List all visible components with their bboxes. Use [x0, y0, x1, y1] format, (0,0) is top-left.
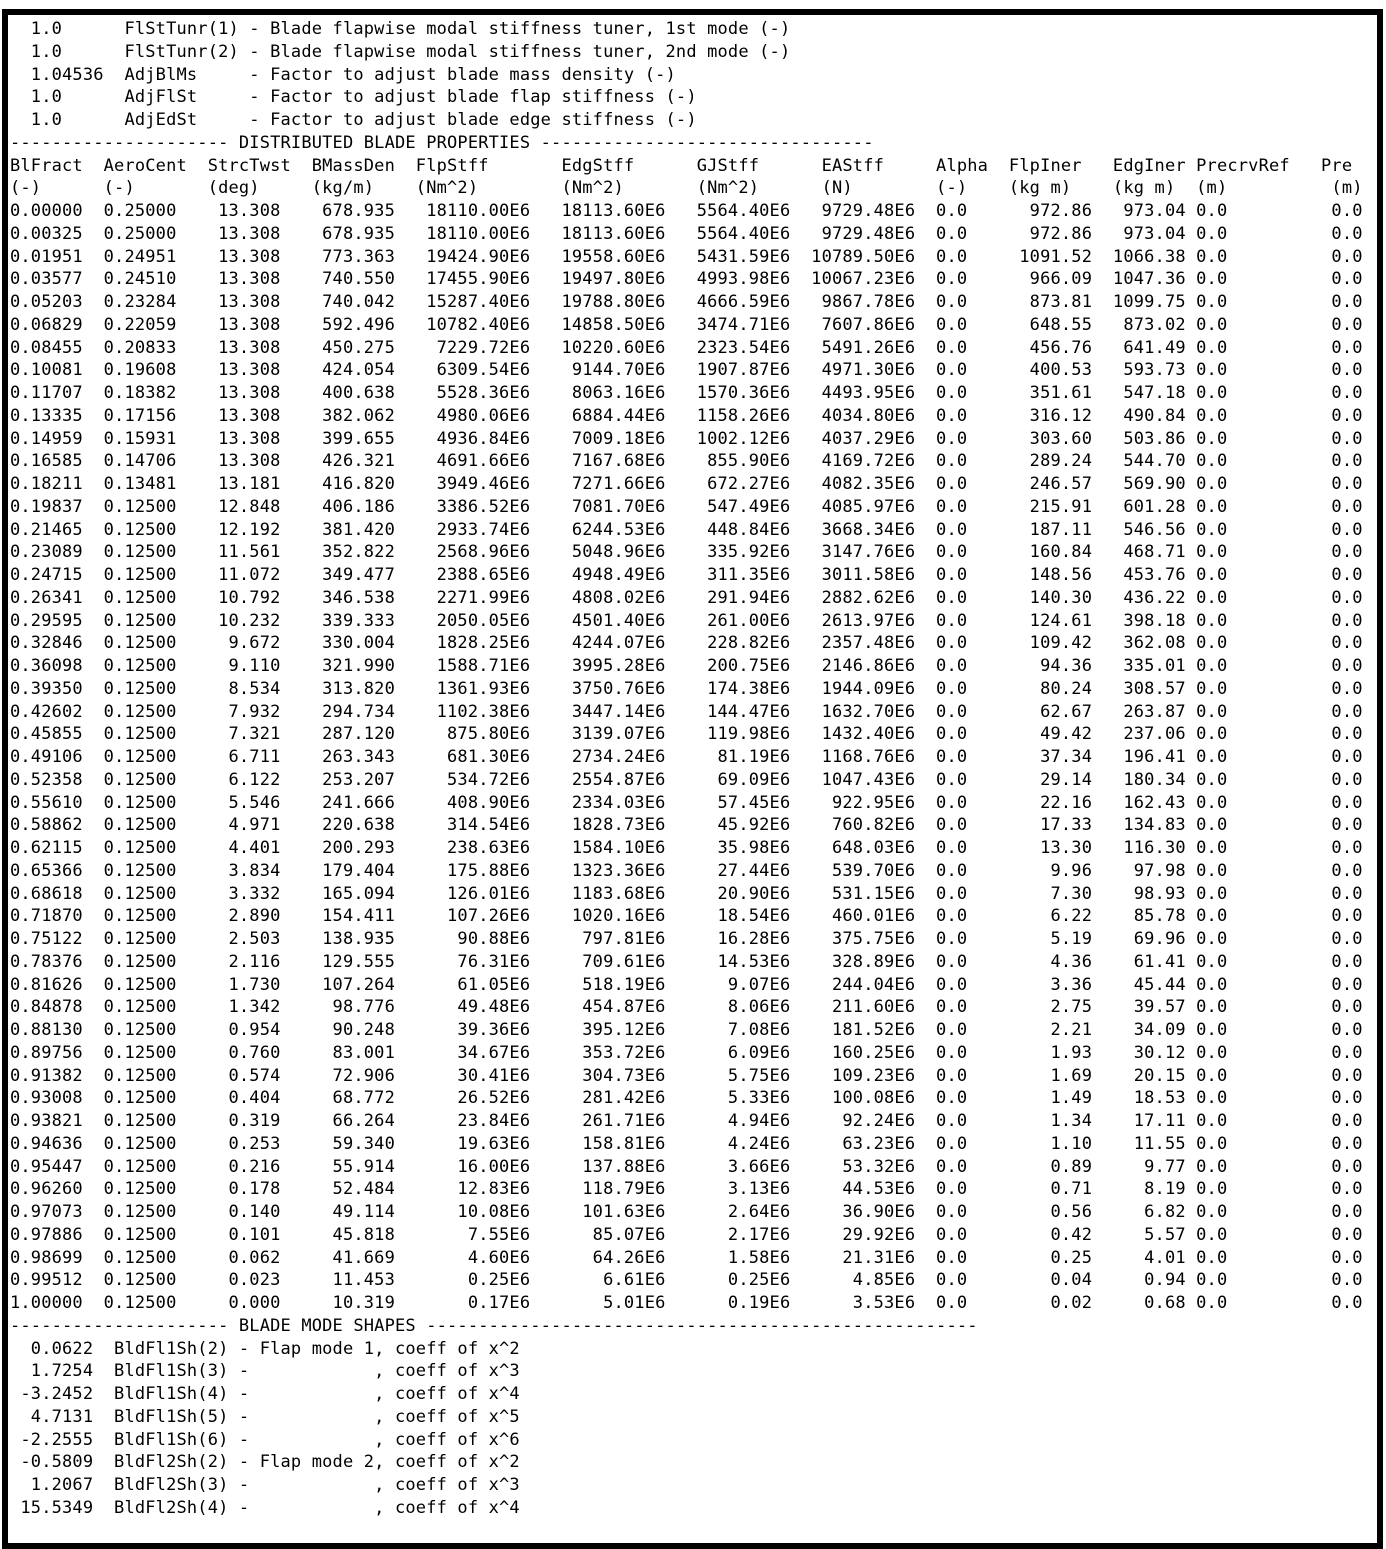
table-row: 0.96260 0.12500 0.178 52.484 12.83E6 118.79E6 3.13E6 44.53E6 0.0 0.71 8.19 0.0 0.0 [10, 1179, 1363, 1200]
table-row: 0.29595 0.12500 10.232 339.333 2050.05E6 4501.40E6 261.00E6 2613.97E6 0.0 124.61 398.18 0.0 0.0 [10, 610, 1363, 631]
mode-shape-line: -0.5809 BldFl2Sh(2) - Flap mode 2, coeff of x^2 [10, 1452, 520, 1473]
table-row: 0.10081 0.19608 13.308 424.054 6309.54E6 9144.70E6 1907.87E6 4971.30E6 0.0 400.53 593.73 0.0 0.0 [10, 360, 1363, 381]
table-row: 0.65366 0.12500 3.834 179.404 175.88E6 1323.36E6 27.44E6 539.70E6 0.0 9.96 97.98 0.0 0.0 [10, 860, 1363, 881]
table-row: 0.16585 0.14706 13.308 426.321 4691.66E6 7167.68E6 855.90E6 4169.72E6 0.0 289.24 544.70 0.0 0.0 [10, 451, 1363, 472]
table-row: 0.13335 0.17156 13.308 382.062 4980.06E6 6884.44E6 1158.26E6 4034.80E6 0.0 316.12 490.84 0.0 0.0 [10, 405, 1363, 426]
param-line: 1.0 AdjEdSt - Factor to adjust blade edge stiffness (-) [10, 110, 697, 130]
table-row: 0.42602 0.12500 7.932 294.734 1102.38E6 3447.14E6 144.47E6 1632.70E6 0.0 62.67 263.87 0.0 0.0 [10, 701, 1363, 722]
table-row: 0.26341 0.12500 10.792 346.538 2271.99E6 4808.02E6 291.94E6 2882.62E6 0.0 140.30 436.22 0.0 0.0 [10, 587, 1363, 608]
table-row: 0.11707 0.18382 13.308 400.638 5528.36E6 8063.16E6 1570.36E6 4493.95E6 0.0 351.61 547.18 0.0 0.0 [10, 383, 1363, 403]
table-row: 0.21465 0.12500 12.192 381.420 2933.74E6 6244.53E6 448.84E6 3668.34E6 0.0 187.11 546.56 0.0 0.0 [10, 519, 1363, 540]
table-row: 0.68618 0.12500 3.332 165.094 126.01E6 1183.68E6 20.90E6 531.15E6 0.0 7.30 98.93 0.0 0.0 [10, 883, 1363, 904]
table-row: 0.36098 0.12500 9.110 321.990 1588.71E6 3995.28E6 200.75E6 2146.86E6 0.0 94.36 335.01 0.0 0.0 [10, 656, 1363, 676]
table-row: 0.58862 0.12500 4.971 220.638 314.54E6 1828.73E6 45.92E6 760.82E6 0.0 17.33 134.83 0.0 0.0 [10, 815, 1363, 836]
table-row: 0.75122 0.12500 2.503 138.935 90.88E6 797.81E6 16.28E6 375.75E6 0.0 5.19 69.96 0.0 0.0 [10, 929, 1363, 949]
table-row: 0.39350 0.12500 8.534 313.820 1361.93E6 3750.76E6 174.38E6 1944.09E6 0.0 80.24 308.57 0.0 0.0 [10, 678, 1363, 699]
table-row: 0.23089 0.12500 11.561 352.822 2568.96E6 5048.96E6 335.92E6 3147.76E6 0.0 160.84 468.71 0.0 0.0 [10, 542, 1363, 563]
table-row: 0.55610 0.12500 5.546 241.666 408.90E6 2334.03E6 57.45E6 922.95E6 0.0 22.16 162.43 0.0 0.0 [10, 792, 1363, 813]
param-line: 1.0 FlStTunr(2) - Blade flapwise modal stiffness tuner, 2nd mode (-) [10, 41, 791, 62]
table-row: 0.84878 0.12500 1.342 98.776 49.48E6 454.87E6 8.06E6 211.60E6 0.0 2.75 39.57 0.0 0.0 [10, 997, 1363, 1018]
table-row: 0.71870 0.12500 2.890 154.411 107.26E6 1020.16E6 18.54E6 460.01E6 0.0 6.22 85.78 0.0 0.0 [10, 906, 1363, 927]
param-line: 1.04536 AdjBlMs - Factor to adjust blade mass density (-) [10, 64, 676, 85]
table-row: 0.14959 0.15931 13.308 399.655 4936.84E6 7009.18E6 1002.12E6 4037.29E6 0.0 303.60 503.86 0.0 0.0 [10, 428, 1363, 449]
section-divider-mode-shapes: --------------------- BLADE MODE SHAPES ----------------------------------------------------- [10, 1315, 978, 1336]
table-row: 0.98699 0.12500 0.062 41.669 4.60E6 64.26E6 1.58E6 21.31E6 0.0 0.25 4.01 0.0 0.0 [10, 1247, 1363, 1268]
table-row: 0.93008 0.12500 0.404 68.772 26.52E6 281.42E6 5.33E6 100.08E6 0.0 1.49 18.53 0.0 0.0 [10, 1088, 1363, 1109]
table-row: 0.97886 0.12500 0.101 45.818 7.55E6 85.07E6 2.17E6 29.92E6 0.0 0.42 5.57 0.0 0.0 [10, 1224, 1363, 1245]
mode-shape-line: -3.2452 BldFl1Sh(4) - , coeff of x^4 [10, 1384, 520, 1404]
table-units-row: (-) (-) (deg) (kg/m) (Nm^2) (Nm^2) (Nm^2) (N) (-) (kg m) (kg m) (m) (m) [10, 178, 1363, 199]
table-row: 1.00000 0.12500 0.000 10.319 0.17E6 5.01E6 0.19E6 3.53E6 0.0 0.02 0.68 0.0 0.0 [10, 1293, 1363, 1313]
section-divider-blade-properties: --------------------- DISTRIBUTED BLADE PROPERTIES -------------------------------- [10, 132, 874, 153]
table-row: 0.24715 0.12500 11.072 349.477 2388.65E6 4948.49E6 311.35E6 3011.58E6 0.0 148.56 453.76 0.0 0.0 [10, 565, 1363, 585]
blade-file-content [10, 18, 1363, 1520]
table-row: 0.49106 0.12500 6.711 263.343 681.30E6 2734.24E6 81.19E6 1168.76E6 0.0 37.34 196.41 0.0 0.0 [10, 747, 1363, 767]
table-row: 0.00000 0.25000 13.308 678.935 18110.00E6 18113.60E6 5564.40E6 9729.48E6 0.0 972.86 973.04 0.0 0.0 [10, 201, 1363, 221]
table-row: 0.93821 0.12500 0.319 66.264 23.84E6 261.71E6 4.94E6 92.24E6 0.0 1.34 17.11 0.0 0.0 [10, 1111, 1363, 1131]
table-row: 0.00325 0.25000 13.308 678.935 18110.00E6 18113.60E6 5564.40E6 9729.48E6 0.0 972.86 973.04 0.0 0.0 [10, 223, 1363, 244]
table-row: 0.88130 0.12500 0.954 90.248 39.36E6 395.12E6 7.08E6 181.52E6 0.0 2.21 34.09 0.0 0.0 [10, 1020, 1363, 1040]
table-row: 0.99512 0.12500 0.023 11.453 0.25E6 6.61E6 0.25E6 4.85E6 0.0 0.04 0.94 0.0 0.0 [10, 1270, 1363, 1291]
table-row: 0.05203 0.23284 13.308 740.042 15287.40E6 19788.80E6 4666.59E6 9867.78E6 0.0 873.81 1099.75 0.0 0.0 [10, 292, 1363, 312]
param-line: 1.0 AdjFlSt - Factor to adjust blade flap stiffness (-) [10, 87, 697, 108]
table-row: 0.95447 0.12500 0.216 55.914 16.00E6 137.88E6 3.66E6 53.32E6 0.0 0.89 9.77 0.0 0.0 [10, 1156, 1363, 1177]
table-row: 0.94636 0.12500 0.253 59.340 19.63E6 158.81E6 4.24E6 63.23E6 0.0 1.10 11.55 0.0 0.0 [10, 1133, 1363, 1154]
table-row: 0.03577 0.24510 13.308 740.550 17455.90E6 19497.80E6 4993.98E6 10067.23E6 0.0 966.09 1047.36 0.0 0.0 [10, 269, 1363, 290]
mode-shape-line: -2.2555 BldFl1Sh(6) - , coeff of x^6 [10, 1429, 520, 1450]
table-row: 0.08455 0.20833 13.308 450.275 7229.72E6 10220.60E6 2323.54E6 5491.26E6 0.0 456.76 641.49 0.0 0.0 [10, 337, 1363, 358]
mode-shape-line: 4.7131 BldFl1Sh(5) - , coeff of x^5 [10, 1406, 520, 1427]
table-row: 0.97073 0.12500 0.140 49.114 10.08E6 101.63E6 2.64E6 36.90E6 0.0 0.56 6.82 0.0 0.0 [10, 1202, 1363, 1222]
table-header-row: BlFract AeroCent StrcTwst BMassDen FlpStff EdgStff GJStff EAStff Alpha FlpIner EdgIner PrecrvRef Pre [10, 155, 1353, 176]
param-line: 1.0 FlStTunr(1) - Blade flapwise modal stiffness tuner, 1st mode (-) [10, 19, 791, 39]
table-row: 0.62115 0.12500 4.401 200.293 238.63E6 1584.10E6 35.98E6 648.03E6 0.0 13.30 116.30 0.0 0.0 [10, 838, 1363, 858]
table-row: 0.19837 0.12500 12.848 406.186 3386.52E6 7081.70E6 547.49E6 4085.97E6 0.0 215.91 601.28 0.0 0.0 [10, 496, 1363, 517]
table-row: 0.78376 0.12500 2.116 129.555 76.31E6 709.61E6 14.53E6 328.89E6 0.0 4.36 61.41 0.0 0.0 [10, 951, 1363, 972]
table-row: 0.81626 0.12500 1.730 107.264 61.05E6 518.19E6 9.07E6 244.04E6 0.0 3.36 45.44 0.0 0.0 [10, 974, 1363, 995]
mode-shape-line: 1.7254 BldFl1Sh(3) - , coeff of x^3 [10, 1361, 520, 1382]
table-row: 0.52358 0.12500 6.122 253.207 534.72E6 2554.87E6 69.09E6 1047.43E6 0.0 29.14 180.34 0.0 0.0 [10, 769, 1363, 790]
table-row: 0.89756 0.12500 0.760 83.001 34.67E6 353.72E6 6.09E6 160.25E6 0.0 1.93 30.12 0.0 0.0 [10, 1042, 1363, 1063]
mode-shape-line: 15.5349 BldFl2Sh(4) - , coeff of x^4 [10, 1497, 520, 1518]
table-row: 0.91382 0.12500 0.574 72.906 30.41E6 304.73E6 5.75E6 109.23E6 0.0 1.69 20.15 0.0 0.0 [10, 1065, 1363, 1086]
table-row: 0.18211 0.13481 13.181 416.820 3949.46E6 7271.66E6 672.27E6 4082.35E6 0.0 246.57 569.90 0.0 0.0 [10, 474, 1363, 494]
table-row: 0.32846 0.12500 9.672 330.004 1828.25E6 4244.07E6 228.82E6 2357.48E6 0.0 109.42 362.08 0.0 0.0 [10, 633, 1363, 654]
mode-shape-line: 0.0622 BldFl1Sh(2) - Flap mode 1, coeff of x^2 [10, 1338, 520, 1359]
table-row: 0.45855 0.12500 7.321 287.120 875.80E6 3139.07E6 119.98E6 1432.40E6 0.0 49.42 237.06 0.0 0.0 [10, 724, 1363, 745]
table-row: 0.01951 0.24951 13.308 773.363 19424.90E6 19558.60E6 5431.59E6 10789.50E6 0.0 1091.52 1066.38 0.0 0.0 [10, 246, 1363, 267]
table-row: 0.06829 0.22059 13.308 592.496 10782.40E6 14858.50E6 3474.71E6 7607.86E6 0.0 648.55 873.02 0.0 0.0 [10, 314, 1363, 335]
mode-shape-line: 1.2067 BldFl2Sh(3) - , coeff of x^3 [10, 1475, 520, 1495]
